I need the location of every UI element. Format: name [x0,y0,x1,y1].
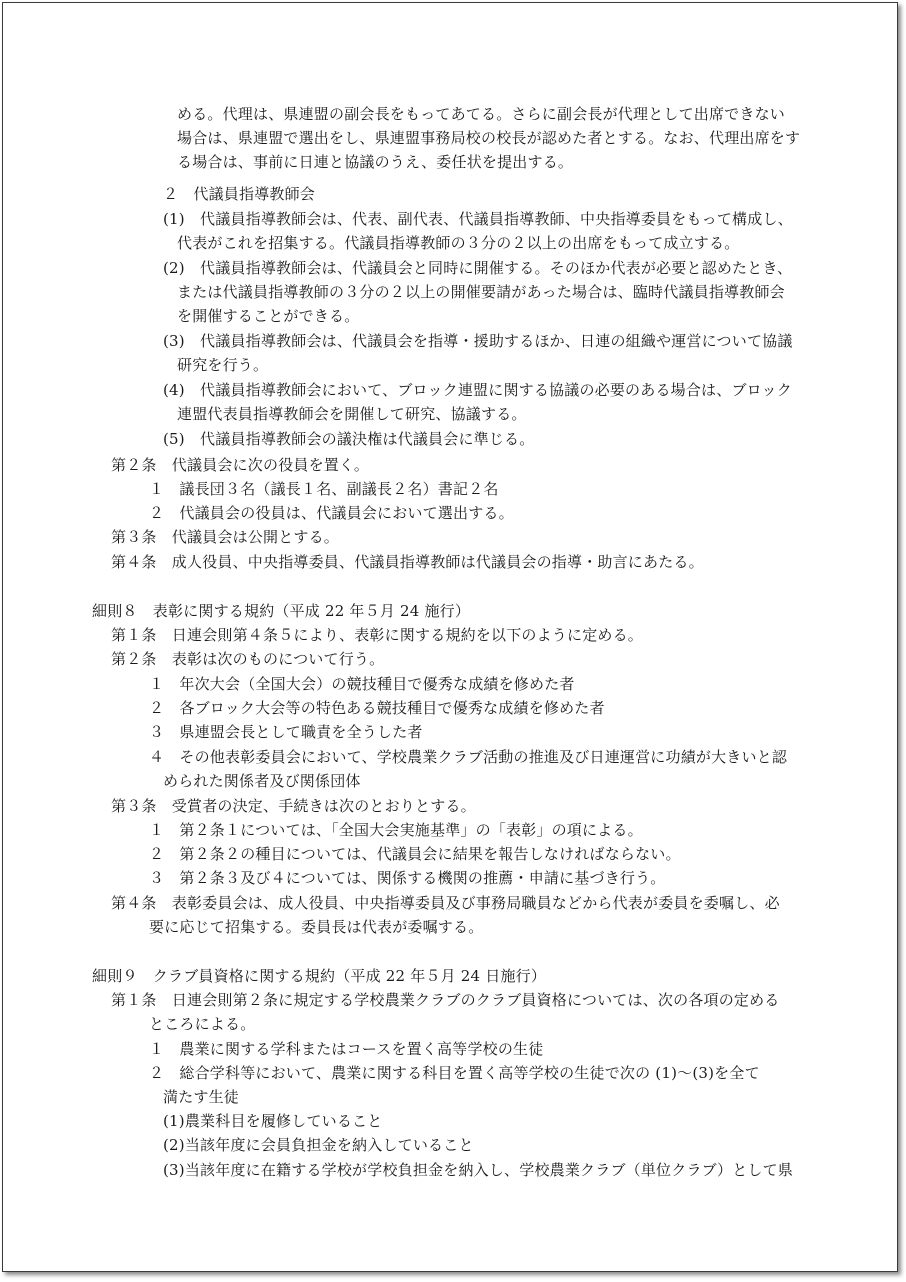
document-line: (5) 代議員指導教師会の議決権は代議員会に準じる。 [163,430,535,448]
document-line: １ 農業に関する学科またはコースを置く高等学校の生徒 [149,1040,544,1058]
document-line: (1) 代議員指導教師会は、代表、副代表、代議員指導教師、中央指導委員をもって構成し、 [163,210,793,228]
document-line: (4) 代議員指導教師会において、ブロック連盟に関する協議の必要のある場合は、ブロック [163,381,792,399]
document-line: 第４条 表彰委員会は、成人役員、中央指導委員及び事務局職員などから代表が委員を委嘱し、必 [111,894,780,912]
document-line: 代表がこれを招集する。代議員指導教師の３分の２以上の出席をもって成立する。 [177,234,740,252]
document-line: ２ 代議員会の役員は、代議員会において選出する。 [149,504,514,522]
document-line: ところによる。 [149,1015,256,1033]
document-line: 場合は、県連盟で選出をし、県連盟事務局校の校長が認めた者とする。なお、代理出席をす [177,129,801,147]
document-line: (2)当該年度に会員負担金を納入していること [163,1136,474,1154]
document-line: ２ 各ブロック大会等の特色ある競技種目で優秀な成績を修めた者 [149,699,605,717]
document-line: ４ その他表彰委員会において、学校農業クラブ活動の推進及び日連運営に功績が大きいと認 [149,748,788,766]
document-line: ２ 代議員指導教師会 [163,185,316,203]
document-line: 第１条 日連会則第４条５により、表彰に関する規約を以下のように定める。 [111,626,644,644]
document-line: 第３条 受賞者の決定、手続きは次のとおりとする。 [111,797,476,815]
document-line: を開催することができる。 [177,307,360,325]
document-line: １ 第２条１については、「全国大会実施基準」の「表彰」の項による。 [149,821,643,839]
document-line: 要に応じて招集する。委員長は代表が委嘱する。 [149,918,484,936]
document-line: 細則８ 表彰に関する規約（平成 22 年５月 24 施行） [92,602,471,620]
document-line: ３ 県連盟会長として職責を全うした者 [149,723,423,741]
document-line: １ 議長団３名（議長１名、副議長２名）書記２名 [149,480,499,498]
document-line: る場合は、事前に日連と協議のうえ、委任状を提出する。 [177,153,574,171]
document-line: １ 年次大会（全国大会）の競技種目で優秀な成績を修めた者 [149,675,575,693]
document-line: 第３条 代議員会は公開とする。 [111,528,340,546]
document-line: 満たす生徒 [163,1088,240,1106]
document-line: 第４条 成人役員、中央指導委員、代議員指導教師は代議員会の指導・助言にあたる。 [111,553,704,571]
document-line: (1)農業科目を履修していること [163,1112,383,1130]
document-line: ２ 総合学科等において、農業に関する科目を置く高等学校の生徒で次の (1)～(3)を全て [149,1064,760,1082]
document-line: (2) 代議員指導教師会は、代議員会と同時に開催する。そのほか代表が必要と認めたとき、 [163,259,793,277]
document-line: または代議員指導教師の３分の２以上の開催要請があった場合は、臨時代議員指導教師会 [177,283,785,301]
document-line: ２ 第２条２の種目については、代議員会に結果を報告しなければならない。 [149,845,681,863]
document-line: 研究を行う。 [177,356,269,374]
document-line: 細則９ クラブ員資格に関する規約（平成 22 年５月 24 日施行） [92,967,547,985]
document-line: (3)当該年度に在籍する学校が学校負担金を納入し、学校農業クラブ（単位クラブ）として県 [163,1161,794,1179]
document-line: 第２条 表彰は次のものについて行う。 [111,650,385,668]
document-line: められた関係者及び関係団体 [163,772,361,790]
document-line: 第２条 代議員会に次の役員を置く。 [111,456,370,474]
document-page [2,2,898,1272]
document-line: 連盟代表員指導教師会を開催して研究、協議する。 [177,405,527,423]
document-line: 第１条 日連会則第２条に規定する学校農業クラブのクラブ員資格については、次の各項の定める [111,991,780,1009]
document-line: ３ 第２条３及び４については、関係する機関の推薦・申請に基づき行う。 [149,869,666,887]
document-line: める。代理は、県連盟の副会長をもってあてる。さらに副会長が代理として出席できない [177,105,786,123]
document-line: (3) 代議員指導教師会は、代議員会を指導・援助するほか、日連の組織や運営について協議 [163,332,793,350]
